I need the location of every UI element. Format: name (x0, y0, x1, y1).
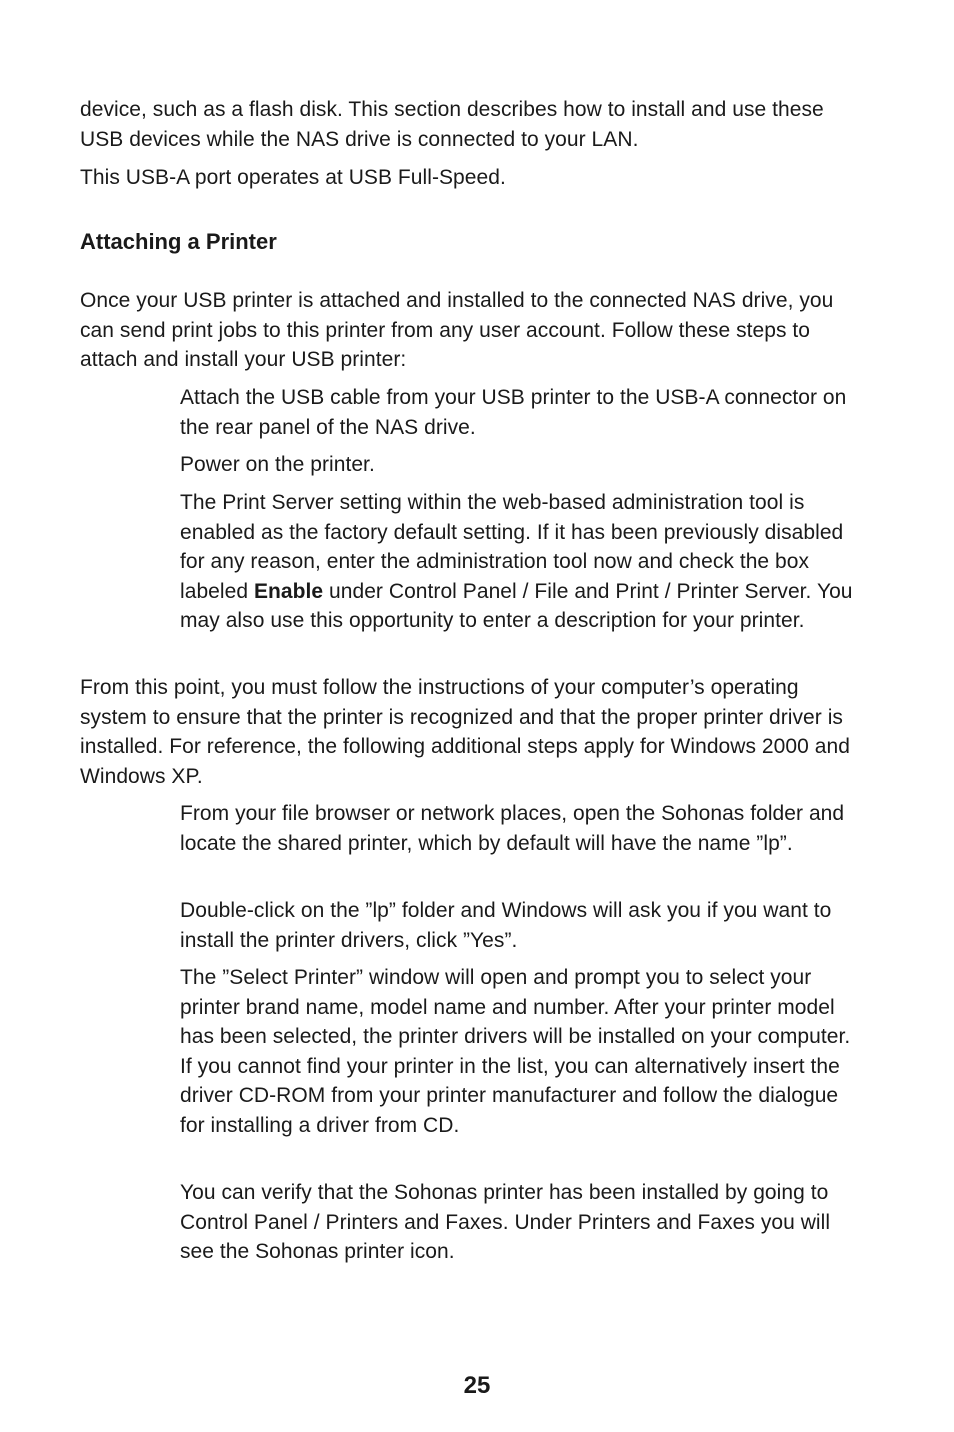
step-select-printer: The ”Select Printer” window will open and prompt you to select your printer brand name, model name and number. After your printer model has been selected, the printer drivers will be installed on your computer. If you cannot find your printer in the list, you can alternatively insert the driver CD-ROM from your printer manufacturer and follow the dialogue for installing a driver from CD. (180, 966, 851, 1137)
step-attach-cable: Attach the USB cable from your USB printer to the USB-A connector on the rear panel of the NAS drive. (180, 386, 847, 439)
step-print-server (180, 488, 860, 636)
page-number: 25 (463, 1372, 491, 1399)
intro-paragraph: device, such as a flash disk. This section describes how to install and use these USB devices while the NAS drive is connected to your LAN. (80, 98, 824, 151)
usb-speed-paragraph: This USB-A port operates at USB Full-Speed. (80, 166, 506, 189)
step-double-click-lp: Double-click on the ”lp” folder and Windows will ask you if you want to install the printer drivers, click ”Yes”. (180, 899, 832, 952)
enable-label: Enable (253, 579, 324, 603)
step-power-on: Power on the printer. (180, 453, 375, 476)
windows-lead-paragraph: From this point, you must follow the instructions of your computer’s operating system to ensure that the printer is recognized and that the proper printer driver is installed. For reference, the following additional steps apply for Windows 2000 and Windows XP. (80, 676, 850, 788)
section-lead-paragraph: Once your USB printer is attached and installed to the connected NAS drive, you can send print jobs to this printer from any user account. Follow these steps to attach and install your USB printer: (80, 289, 834, 371)
step-print-server-text-after: under Control Panel / File and Print / Printer Server. You may also use this opportunity to enter a description for your printer. (180, 579, 853, 632)
step-print-server-text-before: The Print Server setting within the web-based administration tool is enabled as the factory default setting. If it has been previously disabled for any reason, enter the administration tool now and check the box labeled (180, 491, 844, 603)
step-verify-printer: You can verify that the Sohonas printer has been installed by going to Control Panel / Printers and Faxes. Under Printers and Faxes you will see the Sohonas printer icon. (180, 1181, 831, 1263)
step-open-sohonas-folder: From your file browser or network places, open the Sohonas folder and locate the shared printer, which by default will have the name ”lp”. (180, 802, 845, 855)
section-heading: Attaching a Printer (80, 229, 277, 254)
